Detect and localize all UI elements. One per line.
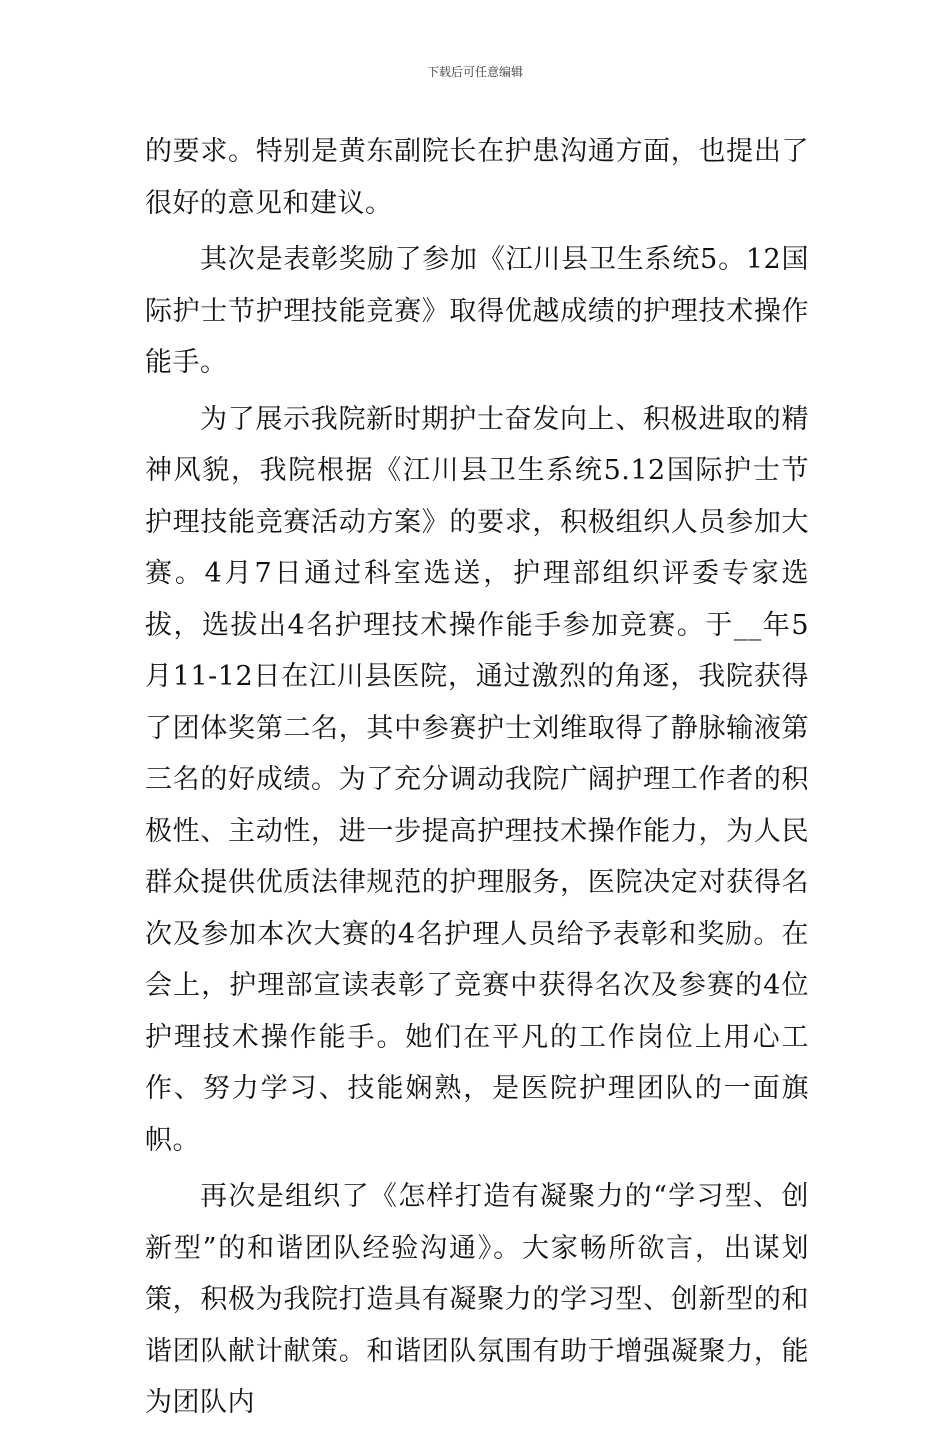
- paragraph-4: 再次是组织了《怎样打造有凝聚力的“学习型、创新型”的和谐团队经验沟通》。大家畅所欲言，出谋划策，积极为我院打造具有凝聚力的学习型、创新型的和谐团队献计献策。和谐团队氛围有助于增强凝聚力，能为团队内: [145, 1181, 809, 1418]
- page-header: 下载后可任意编辑: [426, 65, 523, 79]
- paragraph-1: 的要求。特别是黄东副院长在护患沟通方面，也提出了很好的意见和建议。: [145, 136, 809, 219]
- document-body: [145, 126, 809, 1429]
- paragraph-3: 为了展示我院新时期护士奋发向上、积极进取的精神风貌，我院根据《江川县卫生系统5.12国际护士节护理技能竞赛活动方案》的要求，积极组织人员参加大赛。4月7日通过科室选送，护理部组织评委专家选拔，选拔出4名护理技术操作能手参加竞赛。于__年5月11-12日在江川县医院，通过激烈的角逐，我院获得了团体奖第二名，其中参赛护士刘维取得了静脉输液第三名的好成绩。为了充分调动我院广阔护理工作者的积极性、主动性，进一步提高护理技术操作能力，为人民群众提供优质法律规范的护理服务，医院决定对获得名次及参加本次大赛的4名护理人员给予表彰和奖励。在会上，护理部宣读表彰了竞赛中获得名次及参赛的4位护理技术操作能手。她们在平凡的工作岗位上用心工作、努力学习、技能娴熟，是医院护理团队的一面旗帜。: [145, 403, 809, 1156]
- paragraph-2: 其次是表彰奖励了参加《江川县卫生系统5。12国际护士节护理技能竞赛》取得优越成绩的护理技术操作能手。: [145, 244, 809, 378]
